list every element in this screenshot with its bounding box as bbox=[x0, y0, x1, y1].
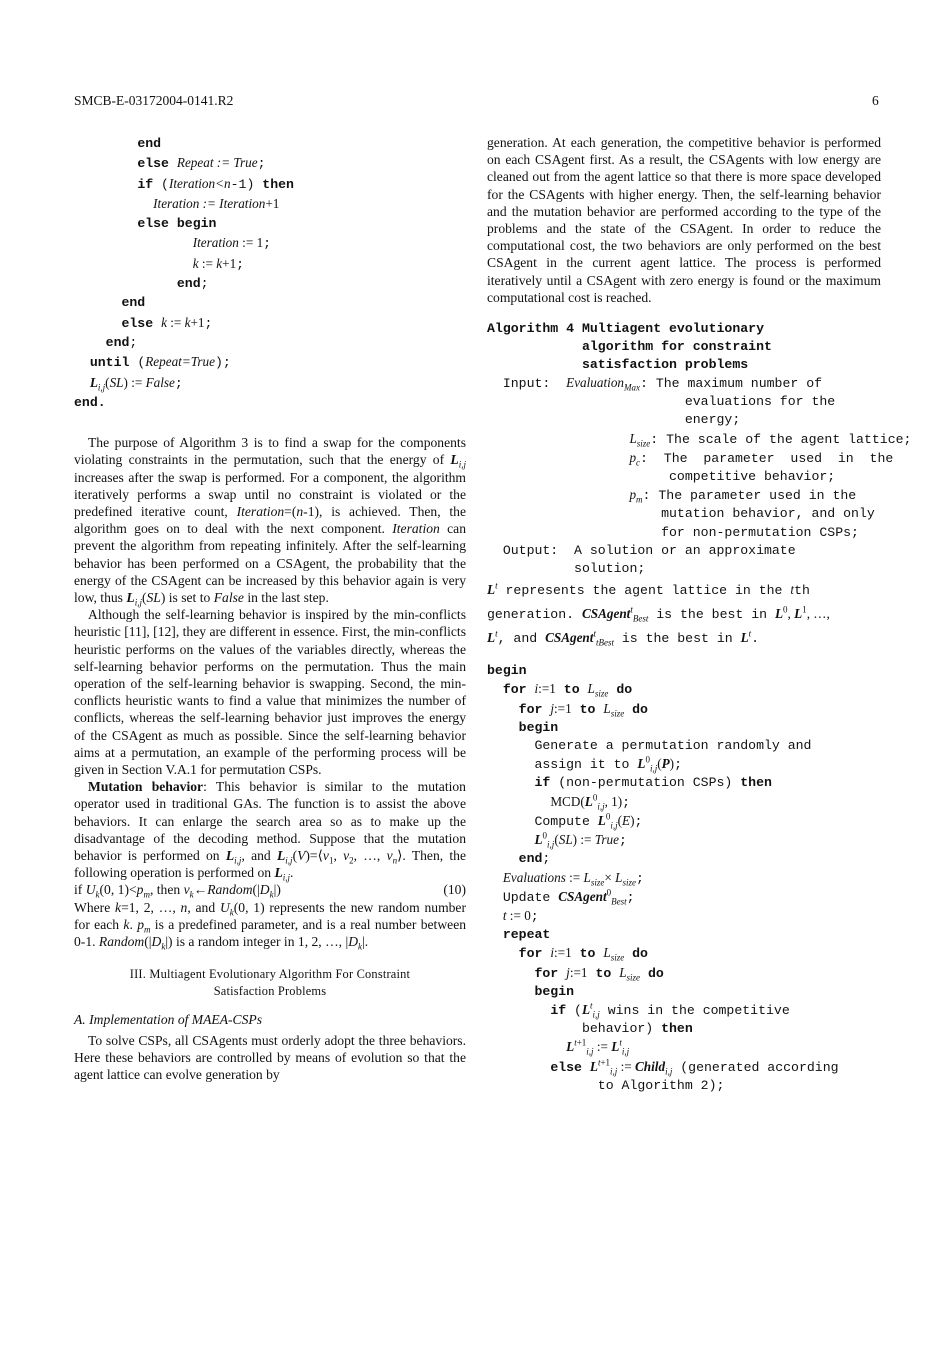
page-number: 6 bbox=[872, 93, 879, 108]
body-line: end; bbox=[518, 851, 551, 867]
algorithm-4-title: Algorithm 4 Multiagent evolutionary algorithm for constraint satisfaction problems bbox=[487, 321, 772, 373]
io-line: $p_m$: The parameter used in the bbox=[629, 487, 857, 505]
body-line: Compute $L^0_{i,j}(E)$; bbox=[487, 811, 643, 831]
code-line: $L_{i,j}(SL)$ := False; bbox=[89, 374, 183, 393]
io-line: evaluations for the bbox=[487, 394, 836, 410]
body-line: begin bbox=[518, 719, 559, 735]
body-line: begin bbox=[487, 663, 527, 679]
body-line: $L^{t+1}_{i,j}$ := $L^t_{i,j}$ bbox=[566, 1037, 630, 1057]
body-line: if (non-permutation CSPs) then bbox=[534, 775, 772, 791]
paragraph-implementation: To solve CSPs, all CSAgents must orderly adopt the three behaviors. Here these behaviors are controlled by means of evolution so that the agent lattice can evolve generation by bbox=[74, 1032, 466, 1083]
io-line: $p_c$: The parameter used in the bbox=[629, 449, 894, 468]
body-line: for i:=1 to $L_{size}$ do bbox=[502, 681, 633, 700]
io-line: solution; bbox=[487, 561, 646, 577]
code-line: if (Iteration<n-1) then bbox=[137, 175, 294, 192]
code-line: until (Repeat=True); bbox=[89, 354, 231, 371]
algorithm-3-tail bbox=[74, 134, 466, 412]
note-line: $L^t$, and CSAgent$^t_{tBest}$ is the best in $L^t$. bbox=[487, 628, 760, 648]
code-line: end; bbox=[176, 276, 209, 292]
code-line: end; bbox=[105, 334, 138, 350]
code-line: else k := k+1; bbox=[121, 314, 213, 331]
io-line: energy; bbox=[487, 412, 741, 428]
body-line: for j:=1 to $L_{size}$ do bbox=[534, 964, 664, 983]
section-heading-line-2: Satisfaction Problems bbox=[213, 984, 327, 999]
paragraph-purpose: The purpose of Algorithm 3 is to find a swap for the components violating constraints in the permutation, such that the energy of $L_{i,j}$ increases after the swap is performed. For a component, the algorithm iteratively performs a swap until no constraint is violated or the predefined iterative count, Iteration=(n-1), is achieved. Then, the algorithm goes on to deal with the next component. Iteration can prevent the algorithm from repeating infinitely. After the self-learning behavior has been performed on a CSAgent, the probability that the energy of the CSAgent can be increased by this behavior again is very low, thus $L_{i,j}(SL)$ is set to False in the last step. bbox=[74, 435, 466, 608]
code-line: Iteration := 1; bbox=[192, 235, 272, 252]
body-line: begin bbox=[534, 983, 575, 999]
io-line: mutation behavior, and only bbox=[487, 506, 875, 522]
section-heading bbox=[74, 966, 466, 1000]
algorithm-4-io bbox=[487, 374, 912, 578]
section-heading-line-1: III. Multiagent Evolutionary Algorithm For Constraint bbox=[129, 967, 411, 982]
paragraph-where: Where k=1, 2, …, n, and $U_k(0$, 1) represents the new random number for each k. $p_m$ is a predefined parameter, and is a real number between 0-1. $Random(|D_k|)$ is a random integer in 1, 2, …, $|D_k|$. bbox=[74, 899, 467, 952]
body-line: $MCD(L^0_{i,j}$, 1); bbox=[550, 792, 631, 812]
equation-10 bbox=[74, 881, 466, 901]
body-line: t := 0; bbox=[502, 907, 539, 924]
body-line: to Algorithm 2); bbox=[487, 1077, 725, 1093]
code-line: end bbox=[121, 295, 146, 311]
mutation-lead: Mutation behavior bbox=[88, 779, 204, 795]
body-line: else $L^{t+1}_{i,j}$ := Child$_{i,j}$ (generated according bbox=[550, 1057, 839, 1077]
io-line: Output: A solution or an approximate bbox=[487, 542, 796, 558]
body-line: Evaluations := $L_{size}\times L_{size}$; bbox=[502, 869, 644, 888]
body-line: for j:=1 to $L_{size}$ do bbox=[518, 700, 648, 719]
subsection-heading: A. Implementation of MAEA-CSPs bbox=[74, 1011, 263, 1027]
io-line: for non-permutation CSPs; bbox=[487, 524, 859, 540]
body-line: $L^0_{i,j}(SL)$ := True; bbox=[534, 830, 627, 850]
note-line: generation. CSAgent$^t_{Best}$ is the best in $L^0$, $L^1$, …, bbox=[487, 604, 830, 624]
code-line: k := k+1; bbox=[192, 255, 245, 272]
note-line: $L^t$ represents the agent lattice in the tth bbox=[487, 580, 810, 599]
paragraph-generation: generation. At each generation, the competitive behavior is performed on each CSAgent first. As a result, the CSAgents with low energy are cleaned out from the agent lattice so that there is more space developed for the CSAgents with higher energy. Then, the self-learning behavior and the mutation behavior are performed according to the type of the problems and the state of the CSAgent. In order to reduce the computational cost, the two behaviors are only performed on the best CSAgent in the current agent lattice. The process is performed iteratively until a CSAgent with zero energy is found or the maximum computational cost is reached. bbox=[487, 135, 881, 305]
body-line: behavior) then bbox=[487, 1021, 693, 1037]
algorithm-4-body bbox=[487, 662, 881, 1095]
body-line: repeat bbox=[502, 927, 551, 943]
code-line: else Repeat := True; bbox=[137, 155, 266, 172]
io-line: $L_{size}$: The scale of the agent lattice; bbox=[629, 430, 912, 449]
body-line: Update CSAgent$^0_{Best}$; bbox=[487, 887, 635, 907]
equation-expr: if $U_k(0$, $1)<p_m$, then $v_k\leftarrow Random(|D_k|)$ bbox=[74, 882, 281, 901]
right-column bbox=[487, 134, 912, 1095]
body-line: assign it to $L^0_{i,j}(P)$; bbox=[487, 754, 682, 774]
io-line: competitive behavior; bbox=[487, 469, 836, 485]
paragraph-min-conflicts: Although the self-learning behavior is inspired by the min-conflicts heuristic [11], [12], they are different in essence. First, the min-conflicts heuristic performs on the values of the variables directly, whereas the self-learning behavior performs on the permutation. Thus the main operation of the self-learning behavior is swapping. Second, the min-conflicts heuristic wants to find a value that minimizes the number of conflicts, whereas the self-learning behavior just improves the energy of the CSAgent as much as possible. Since the self-learning behavior aims at a permutation, an example of the performing process will be given in Section V.A.1 for permutation CSPs. bbox=[74, 607, 466, 778]
code-line: else begin bbox=[137, 216, 217, 232]
body-line: if ($L^t_{i,j}$ wins in the competitive bbox=[550, 1000, 790, 1020]
code-line: end bbox=[137, 136, 162, 151]
body-line: Generate a permutation randomly and bbox=[487, 738, 812, 754]
body-line: for i:=1 to $L_{size}$ do bbox=[518, 945, 648, 963]
paragraph-mutation: Mutation behavior: This behavior is similar to the mutation operator used in traditional GAs. The function is to assist the above behaviors. It can enlarge the search area so as to make up the disadvantage of the decoding method. Suppose that the mutation behavior is performed on $L_{i,j}$, and $L_{i,j}(V)=⟨v_1$, $v_2$, …, $v_n⟩$. Then, the following operation is performed on $L_{i,j}$. bbox=[74, 779, 467, 883]
code-line: end. bbox=[74, 394, 106, 410]
running-header: SMCB-E-03172004-0141.R2 bbox=[74, 93, 234, 108]
left-column bbox=[74, 134, 466, 1083]
code-line: Iteration := Iteration+1 bbox=[153, 195, 280, 211]
algorithm-4-note bbox=[487, 578, 881, 650]
equation-number: (10) bbox=[443, 882, 466, 898]
io-line: Input: Evaluation$_{Max}$: The maximum number of bbox=[487, 375, 823, 393]
